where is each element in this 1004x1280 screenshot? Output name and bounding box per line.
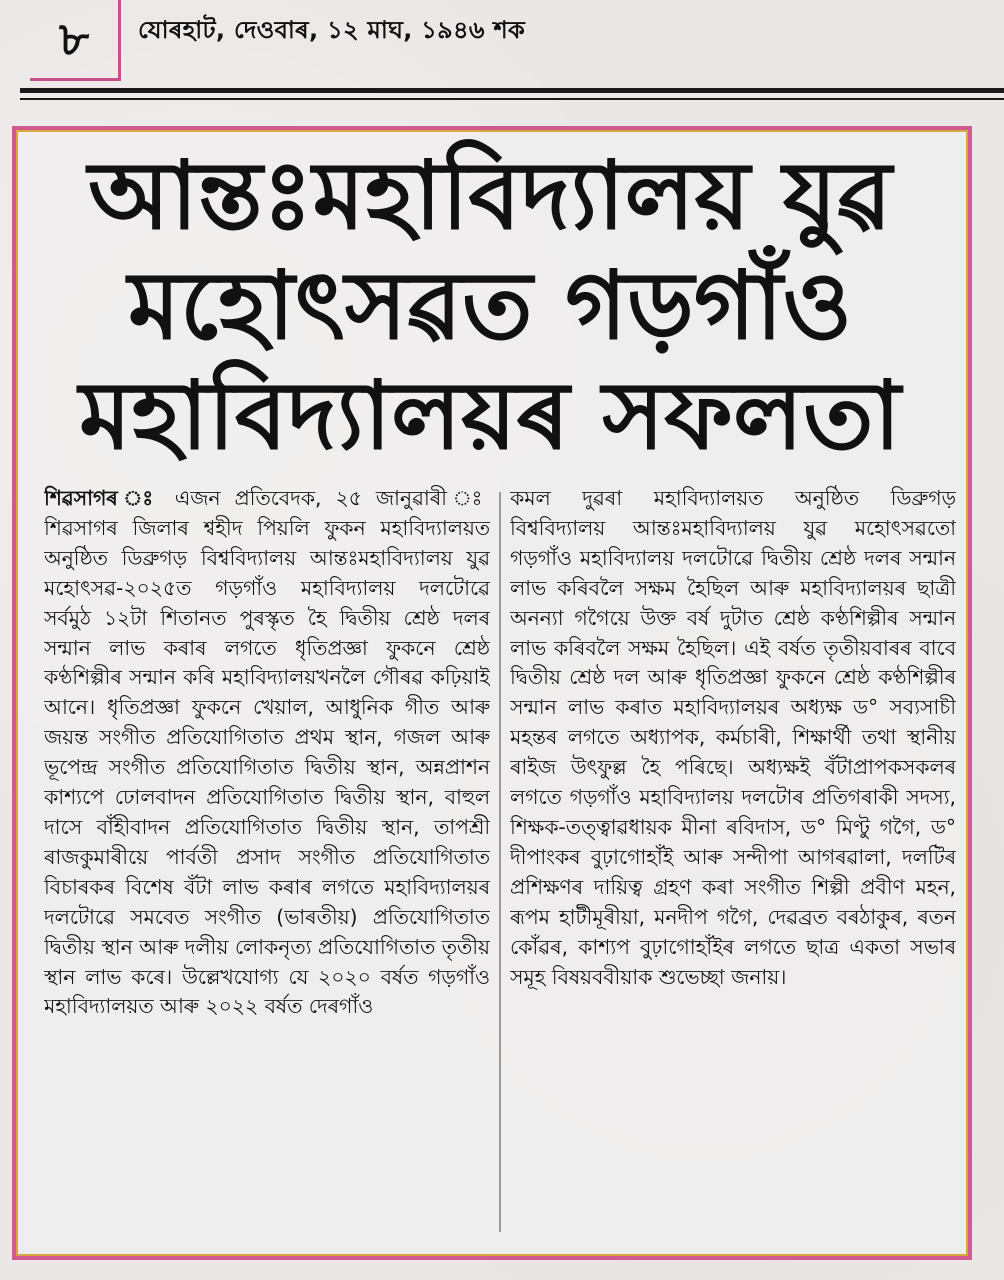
page-number: ৮ bbox=[59, 12, 89, 66]
headline-line-3: মহাবিদ্যালয়ৰ সফলতা bbox=[79, 362, 901, 471]
page-number-box bbox=[30, 0, 121, 81]
article-column-2-text: কমল দুৱৰা মহাবিদ্যালয়ত অনুষ্ঠিত ডিব্ৰুগড় বিশ্ববিদ্যালয় আন্তঃমহাবিদ্যালয় যুৱ মহোৎসৱতো গড়গাঁও মহাবিদ্যালয় দলটোৱে দ্বিতীয় শ্ৰেষ্ঠ দলৰ সন্মান লাভ কৰিবলৈ সক্ষম হৈছিল আৰু মহাবিদ্যালয়ৰ ছাত্ৰী অনন্যা গগৈয়ে উক্ত বৰ্ষ দুটাত শ্ৰেষ্ঠ কণ্ঠশিল্পীৰ সন্মান লাভ কৰিবলৈ সক্ষম হৈছিল। এই বৰ্ষত তৃতীয়বাৰৰ বাবে দ্বিতীয় শ্ৰেষ্ঠ দল আৰু ধৃতিপ্ৰজ্ঞা ফুকনে শ্ৰেষ্ঠ কণ্ঠশিল্পীৰ সন্মান লাভ কৰাত মহাবিদ্যালয়ৰ অধ্যক্ষ ড° সব্যসাচী মহন্তৰ লগতে অধ্যাপক, কৰ্মচাৰী, শিক্ষাৰ্থী তথা স্থানীয় ৰাইজ উৎফুল্ল হৈ পৰিছে। অধ্যক্ষই বঁটাপ্ৰাপকসকলৰ লগতে গড়গাঁও মহাবিদ্যালয় দলটোৰ প্ৰতিগৰাকী সদস্য, শিক্ষক-তত্ত্বাৱধায়ক মীনা ৰবিদাস, ড° মিণ্টু গগৈ, ড° দীপাংকৰ বুঢ়াগোহাঁই আৰু সন্দীপা আগৰৱালা, দলটিৰ প্ৰশিক্ষণৰ দায়িত্ব গ্ৰহণ কৰা সংগীত শিল্পী প্ৰবীণ মহন, ৰূপম হাটীমূৰীয়া, মনদীপ গগৈ, দেৱব্ৰত বৰঠাকুৰ, ৰতন কোঁৱৰ, কাশ্যপ বুঢ়াগোহাঁইৰ লগতে ছাত্ৰ একতা সভাৰ সমূহ বিষয়ববীয়াক শুভেচ্ছা জনায়। bbox=[510, 486, 956, 989]
header-rule-thin bbox=[20, 98, 1004, 100]
page-header-dateline: যোৰহাট, দেওবাৰ, ১২ মাঘ, ১৯৪৬ শক bbox=[138, 16, 526, 44]
header-rule-thick bbox=[20, 88, 1004, 93]
headline-line-1: আন্তঃমহাবিদ্যালয় যুৱ bbox=[88, 142, 892, 251]
article-column-1 bbox=[44, 484, 490, 1244]
column-divider bbox=[499, 492, 501, 1232]
article-column-1-text: এজন প্ৰতিবেদক, ২৫ জানুৱাৰী ঃ শিৱসাগৰ জিলাৰ শ্বহীদ পিয়লি ফুকন মহাবিদ্যালয়ত অনুষ্ঠিত ডিব্ৰুগড় বিশ্ববিদ্যালয় আন্তঃমহাবিদ্যালয় যুৱ মহোৎসৱ-২০২৫ত গড়গাঁও মহাবিদ্যালয় দলটোৱে সৰ্বমুঠ ১২টা শিতানত পুৰস্কৃত হৈ দ্বিতীয় শ্ৰেষ্ঠ দলৰ সন্মান লাভ কৰাৰ লগতে ধৃতিপ্ৰজ্ঞা ফুকনে শ্ৰেষ্ঠ কণ্ঠশিল্পীৰ সন্মান কৰি মহাবিদ্যালয়খনলৈ গৌৰৱ কঢ়িয়াই আনে। ধৃতিপ্ৰজ্ঞা ফুকনে খেয়াল, আধুনিক গীত আৰু জয়ন্ত সংগীত প্ৰতিযোগিতাত প্ৰথম স্থান, গজল আৰু ভূপেন্দ্ৰ সংগীত প্ৰতিযোগিতাত দ্বিতীয় স্থান, অন্নপ্ৰাশন কাশ্যপে ঢোলবাদন প্ৰতিযোগিতাত দ্বিতীয় স্থান, বাহুল দাসে বাঁহীবাদন প্ৰতিযোগিতাত দ্বিতীয় স্থান, তাপশ্ৰী ৰাজকুমাৰীয়ে পাৰ্বতী প্ৰসাদ সংগীত প্ৰতিযোগিতাত বিচাৰকৰ বিশেষ বঁটা লাভ কৰাৰ লগতে মহাবিদ্যালয়ৰ দলটোৱে সমবেত সংগীত (ভাৰতীয়) প্ৰতিযোগিতাত দ্বিতীয় স্থান আৰু দলীয় লোকনৃত্য প্ৰতিযোগিতাত তৃতীয় স্থান লাভ কৰে। উল্লেখযোগ্য যে ২০২০ বৰ্ষত গড়গাঁও মহাবিদ্যালয়ত আৰু ২০২২ বৰ্ষত দেৰগাঁও bbox=[44, 486, 490, 1019]
article-dateline-place: শিৱসাগৰ ঃ bbox=[44, 486, 161, 510]
article-column-2 bbox=[510, 484, 956, 1244]
article-body bbox=[44, 484, 956, 1244]
headline bbox=[40, 142, 940, 480]
headline-line-2: মহোৎসৱত গড়গাঁও bbox=[128, 252, 852, 361]
